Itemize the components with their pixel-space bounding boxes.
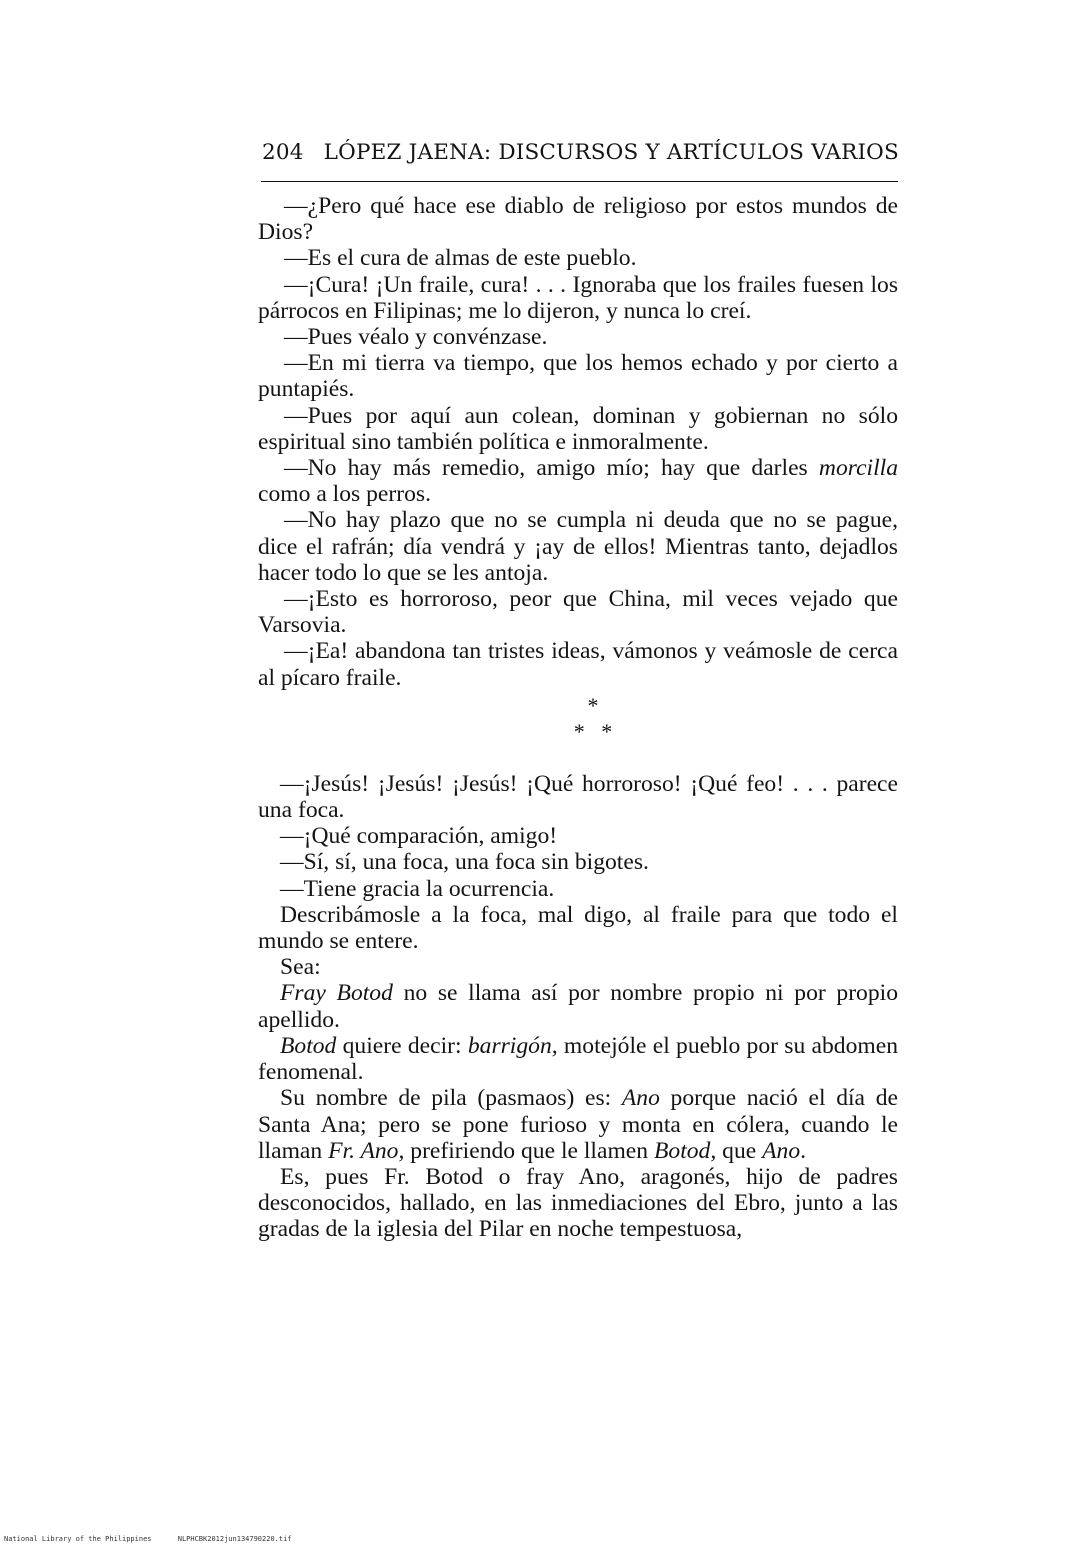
paragraph: Es, pues Fr. Botod o fray Ano, aragonés, hijo de padres desconocidos, hallado, en las inmediaciones del Ebro, junto a las gradas de la iglesia del Pilar en noche tempestuosa, — [258, 1163, 898, 1243]
text-run: quiere decir: — [336, 1032, 468, 1059]
paragraph: —Tiene gracia la ocurrencia. — [280, 875, 555, 902]
italic-run: Ano — [762, 1137, 801, 1164]
paragraph — [258, 1085, 898, 1164]
paragraph: —¡Jesús! ¡Jesús! ¡Jesús! ¡Qué horroroso! ¡Qué feo! . . . parece una foca. — [258, 770, 898, 824]
text-run: Su nombre de pila (pasmaos) es: — [280, 1085, 622, 1112]
paragraph: —En mi tierra va tiempo, que los hemos echado y por cierto a puntapiés. — [258, 350, 898, 403]
paragraph: —¡Cura! ¡Un fraile, cura! . . . Ignoraba que los frailes fuesen los párrocos en Filipinas; me lo dijeron, y nunca lo creí. — [258, 271, 898, 324]
italic-run: Botod, — [653, 1137, 717, 1164]
library-credit: National Library of the Philippines — [4, 1535, 152, 1543]
paragraph: —¡Qué comparación, amigo! — [280, 823, 558, 850]
text-run: porque nació el día de Santa Ana; pero se pone furioso y monta en cólera, cuando le llaman — [258, 1085, 898, 1164]
paragraph: Sea: — [280, 954, 321, 981]
scan-footer — [4, 1535, 704, 1543]
italic-run: morcilla — [818, 455, 898, 482]
file-id: NLPHCBK2012jun134790220.tif — [177, 1535, 292, 1543]
text-run: motejóle el pueblo por su abdomen fenomenal. — [258, 1032, 898, 1086]
italic-run: Fray Botod — [280, 980, 393, 1007]
paragraph: —Pues por aquí aun colean, dominan y gobiernan no sólo espiritual sino también política e inmoralmente. — [258, 402, 898, 455]
italic-run: Ano — [621, 1085, 660, 1112]
text-run: prefiriendo que le llamen — [404, 1137, 654, 1164]
paragraph: Describámosle a la foca, mal digo, al fraile para que todo el mundo se entere. — [258, 901, 898, 955]
header-rule — [261, 181, 898, 182]
text-run: —No hay más remedio, amigo mío; hay que darles — [284, 455, 819, 482]
paragraph: —Pues véalo y convénzase. — [284, 324, 548, 351]
separator-star-top: * — [587, 692, 599, 718]
text-run: como a los perros. — [258, 481, 431, 508]
text-run: que — [716, 1137, 763, 1164]
section-separator — [258, 693, 898, 745]
italic-run: Botod — [280, 1032, 337, 1059]
italic-run: Fr. Ano, — [328, 1137, 405, 1164]
spacer — [258, 745, 898, 771]
paragraph: —¿Pero qué hace ese diablo de religioso por estos mundos de Dios? — [258, 193, 898, 246]
running-header — [262, 140, 898, 165]
paragraph — [258, 455, 898, 507]
paragraph: —¡Ea! abandona tan tristes ideas, vámonos y veámosle de cerca al pícaro fraile. — [258, 638, 898, 691]
paragraph — [258, 1033, 898, 1085]
separator-stars-bottom: * * — [573, 718, 613, 744]
paragraph: —Es el cura de almas de este pueblo. — [284, 245, 637, 272]
paragraph: —¡Esto es horroroso, peor que China, mil veces vejado que Varsovia. — [258, 586, 898, 639]
paragraph: —No hay plazo que no se cumpla ni deuda que no se pague, dice el rafrán; día vendrá y ¡ay de ellos! Mientras tanto, dejadlos hacer todo lo que se les antoja. — [258, 507, 898, 586]
running-title: LÓPEZ JAENA: DISCURSOS Y ARTÍCULOS VARIOS — [323, 140, 899, 165]
italic-run: barrigón, — [467, 1032, 558, 1059]
text-run: . — [800, 1137, 807, 1164]
text-run: no se llama así por nombre propio ni por propio apellido. — [258, 980, 899, 1033]
paragraph — [258, 980, 898, 1032]
page-number: 204 — [262, 140, 304, 165]
body-text — [258, 193, 898, 1243]
paragraph: —Sí, sí, una foca, una foca sin bigotes. — [280, 849, 649, 876]
